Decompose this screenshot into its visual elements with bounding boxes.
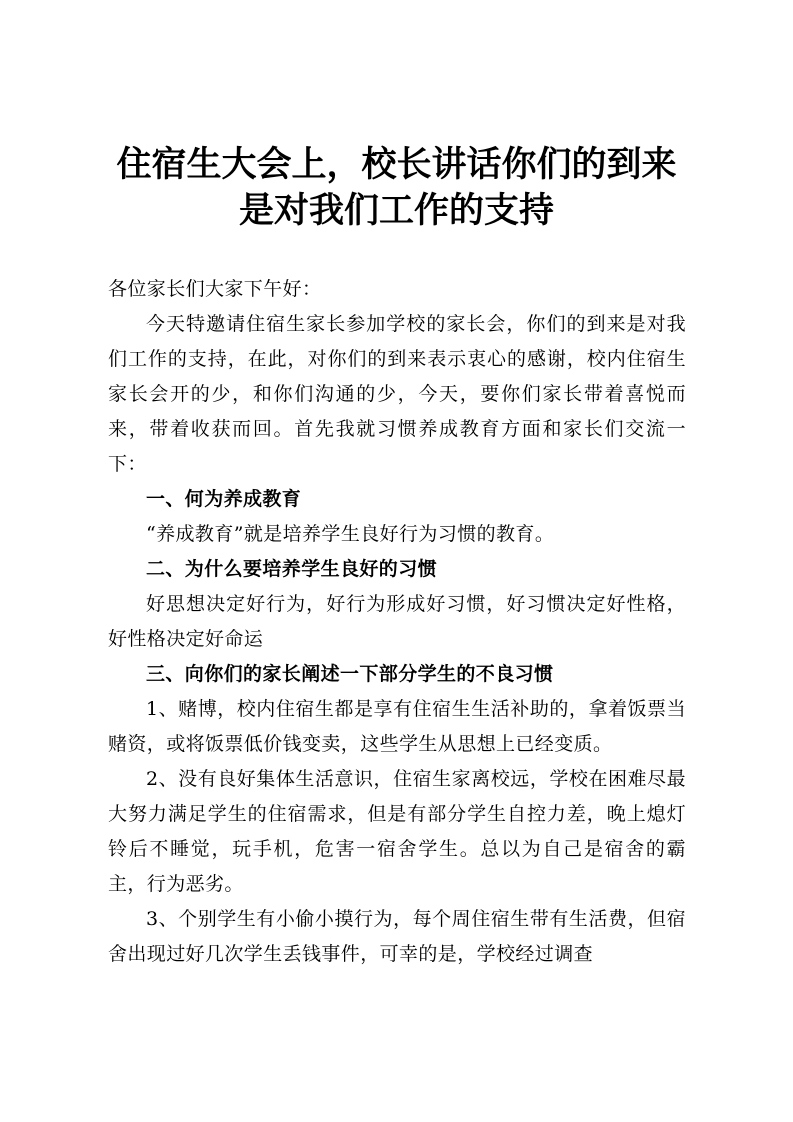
habit-item-1: 1、赌博，校内住宿生都是享有住宿生生活补助的，拿着饭票当赌资，或将饭票低价钱变卖，这些学生从思想上已经变质。: [108, 698, 686, 755]
section-heading-1: 一、何为养成教育: [146, 488, 302, 510]
intro-paragraph: 今天特邀请住宿生家长参加学校的家长会，你们的到来是对我们工作的支持，在此，对你们的到来表示衷心的感谢，校内住宿生家长会开的少，和你们沟通的少，今天，要你们家长带着喜悦而来，带着收获而回。首先我就习惯养成教育方面和家长们交流一下：: [108, 313, 686, 475]
section-heading-3: 三、向你们的家长阐述一下部分学生的不良习惯: [146, 663, 554, 685]
habit-item-2: 2、没有良好集体生活意识，住宿生家离校远，学校在困难尽最大努力满足学生的住宿需求，但是有部分学生自控力差，晚上熄灯铃后不睡觉，玩手机，危害一宿舍学生。总以为自己是宿舍的霸主，行为恶劣。: [108, 768, 686, 895]
document-body: [108, 272, 686, 972]
greeting: 各位家长们大家下午好：: [108, 278, 322, 300]
section-2-paragraph: 好思想决定好行为，好行为形成好习惯，好习惯决定好性格，好性格决定好命运: [108, 593, 686, 650]
section-1-paragraph: “养成教育”就是培养学生良好行为习惯的教育。: [146, 523, 555, 545]
document-title: 住宿生大会上，校长讲话你们的到来是对我们工作的支持: [116, 144, 677, 231]
habit-item-3: 3、个别学生有小偷小摸行为，每个周住宿生带有生活费，但宿舍出现过好几次学生丢钱事件，可幸的是，学校经过调查: [108, 908, 686, 965]
section-heading-2: 二、为什么要培养学生良好的习惯: [146, 558, 438, 580]
